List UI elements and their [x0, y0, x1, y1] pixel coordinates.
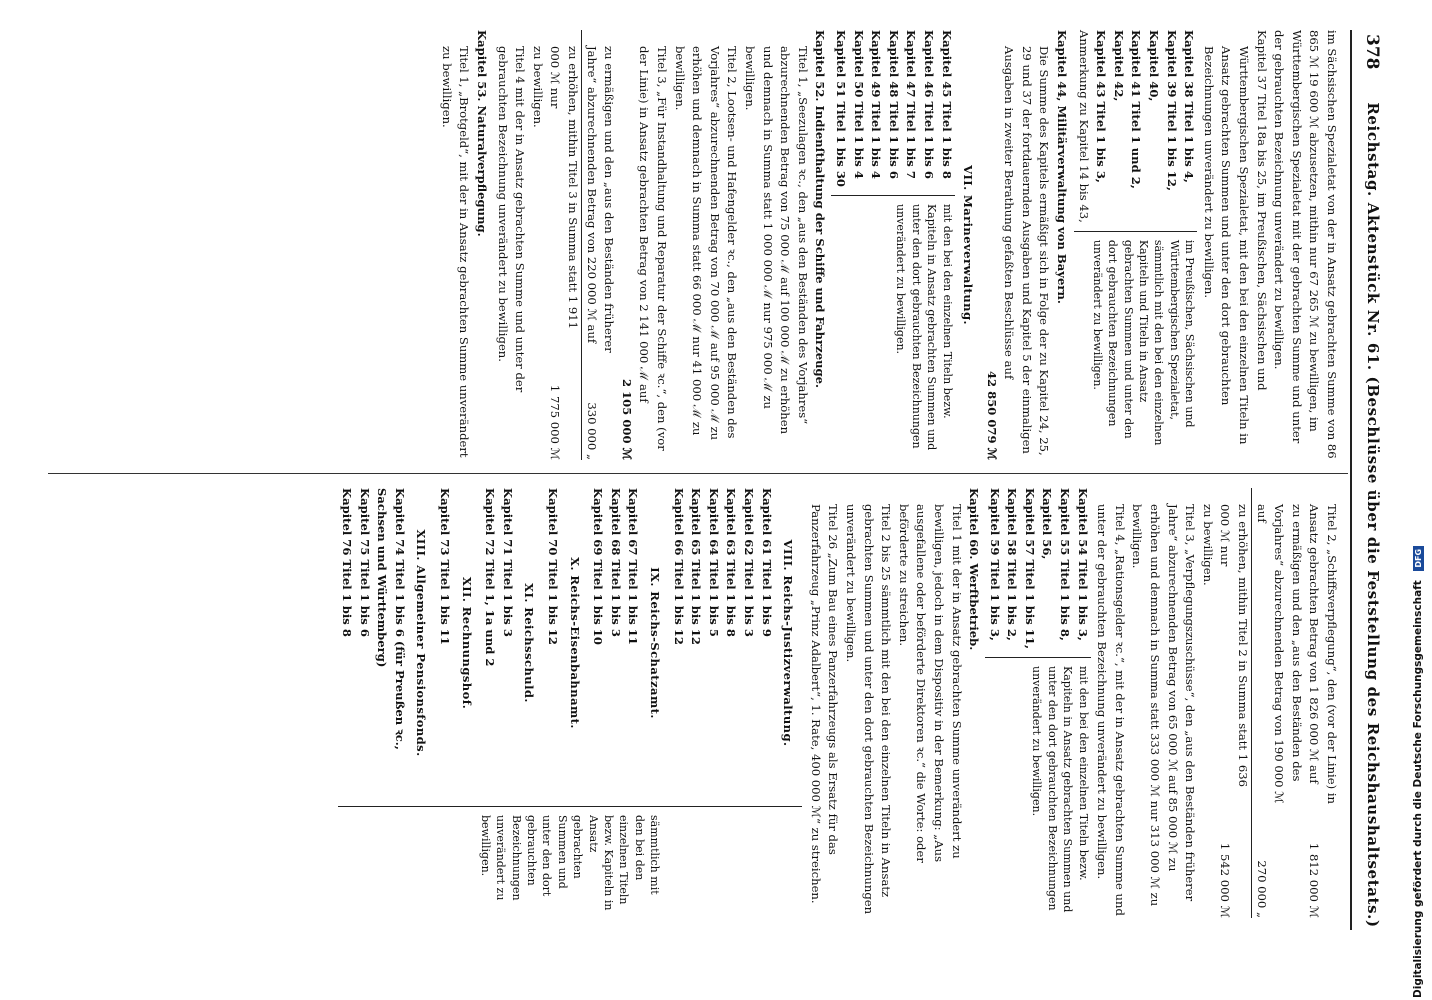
list-item: Kapitel 39 Titel 1 bis 12, [1164, 30, 1179, 191]
list-item: Kapitel 54 Titel 1 bis 3, [1075, 488, 1090, 641]
dfg-logo-icon: DFG [1413, 546, 1424, 571]
kapitel-44-heading: Kapitel 44, Militärverwaltung von Bayern. [1055, 30, 1070, 304]
brace-group-kapitel-54-59 [985, 488, 1091, 918]
amount-line [1305, 488, 1340, 918]
kapitel-52-heading: Kapitel 52. Indienſthaltung der Schiffe und Fahrzeuge. [813, 30, 828, 389]
section-heading: XIII. Allgemeiner Pensionsfonds. [414, 529, 429, 757]
page-number: 378 [1362, 34, 1382, 70]
list-item: Kapitel 58 Titel 1 bis 2, [1005, 488, 1020, 641]
list-item: Kapitel 46 Titel 1 bis 6 [921, 30, 936, 179]
amount: 270 000 „ [1254, 860, 1269, 918]
brace-text: sämmtlich mit den bei den einzelnen Titeln bezw. Kapiteln in Ansatz gebrachten Summen und unter den dort gebrauchten Bezeichnungen unverändert zu bewilligen. [478, 815, 662, 911]
list-item: Kapitel 72 Titel 1, 1a und 2 [483, 488, 498, 667]
paragraph: Titel 1, „Seezulagen ꝛc., den „aus den Beständen des Vorjahres“ abzurechnenden Betrag von 75 000 ℳ auf 100 000 ℳ zu erhöhen und demnach in Summa statt 1 000 000 ℳ nur 975 000 ℳ zu bewilligen. [743, 46, 810, 435]
amount: 42 850 079 ℳ [984, 370, 999, 460]
list-item: Kapitel 68 Titel 1 bis 3 [608, 488, 623, 637]
list-item: Kapitel 61 Titel 1 bis 9 [759, 488, 774, 637]
list-item: Anmerkung zu Kapitel 14 bis 43, [1076, 30, 1091, 223]
paragraph: zu bewilligen. [530, 46, 545, 128]
list-item: Kapitel 48 Titel 1 bis 6 [886, 30, 901, 179]
list-item: Kapitel 76 Titel 1 bis 8 [340, 488, 355, 637]
list-item: Kapitel 38 Titel 1 bis 4, [1182, 30, 1197, 183]
paragraph: Titel 3, „Für Instandhaltung und Reparatur der Schiffe ꝛc.“, den (vor der Linie) in Ansatz gebrachten Betrag von 2 141 000 ℳ auf [637, 46, 670, 451]
brace-text: mit den bei den einzelnen Titeln bezw. Kapiteln in Ansatz gebrachten Summen und unter den dort gebrauchten Bezeichnungen unverändert zu bewilligen. [1030, 666, 1090, 913]
list-item: Kapitel 42, [1111, 30, 1126, 102]
kapitel-60-heading: Kapitel 60. Werftbetrieb. [967, 488, 982, 651]
brace-left-list [1074, 30, 1197, 232]
amount: 1 812 000 ℳ [1307, 842, 1322, 918]
list-item: Kapitel 71 Titel 1 bis 3 [500, 488, 515, 637]
brace-left-list [985, 488, 1091, 658]
paragraph: Titel 26 „Zum Bau eines Panzerfahrzeugs als Ersatz für das Panzerfahrzeug „Prinz Adalbert“, 1. Rate, 400 000 ℳ“ zu streichen. [808, 504, 841, 904]
amount: 1 775 000 ℳ [548, 384, 563, 460]
brace-left-list [831, 30, 954, 196]
paragraph: Titel 4 mit der in Ansatz gebrachten Summe und unter der gebrauchten Bezeichnung unverändert zu bewilligen. [495, 46, 528, 393]
paragraph: Titel 4, „Rationsgelder ꝛc.“, mit der in Ansatz gebrachten Summe und unter der gebrauchten Bezeichnung unverändert zu bewilligen. [1095, 504, 1127, 916]
amount-line [1252, 488, 1305, 918]
amount: 2 105 000 ℳ [619, 379, 634, 460]
paragraph: Titel 1, „Brotgeld“, mit der in Ansatz gebrachten Summe unverändert zu bewilligen. [439, 46, 472, 458]
paragraph: Titel 2, „Schiffsverpflegung“, den (vor der Linie) in Ansatz gebrachten Betrag von 1 826 000 ℳ auf [1307, 504, 1339, 804]
brace-group-kapitel-61-76 [338, 488, 803, 918]
brace-text: mit den bei den einzelnen Titeln bezw. Kapiteln in Ansatz gebrachten Summen und unter den dort gebrauchten Bezeichnungen unverändert zu bewilligen. [894, 203, 954, 451]
list-item: Kapitel 56, [1040, 488, 1055, 560]
list-item: Kapitel 41 Titel 1 und 2, [1129, 30, 1144, 189]
document-page [30, 30, 1392, 930]
list-item: Kapitel 51 Titel 1 bis 30 [833, 30, 848, 187]
paragraph: Titel 3, „Verpflegungszuschüsse“, den „aus den Beständen früherer Jahre“ abzurechnenden Betrag von 65 000 ℳ auf 85 000 ℳ zu erhöhen und demnach in Summa statt 333 000 ℳ nur 313 000 ℳ zu bewilligen. [1130, 504, 1198, 907]
digitization-sidebar [1408, 0, 1432, 1000]
brace-group-kapitel-38-43 [1074, 30, 1197, 460]
paragraph: zu erhöhen, mithin Titel 2 in Summa statt 1 636 000 ℳ nur [1218, 504, 1251, 787]
amount-line [546, 30, 582, 460]
credit-text: Digitalisierung gefördert durch die Deutsche Forschungsgemeinschaft [1412, 580, 1424, 998]
paragraph: Titel 2, Lootsen- und Hafengelder ꝛc., den „aus den Beständen des Vorjahres“ abzurechnenden Betrag von 70 000 ℳ auf 95 000 ℳ zu erhöhen und demnach in Summa statt 66 000 ℳ nur 41 000 ℳ zu bewilligen. [672, 46, 740, 441]
list-item: Kapitel 47 Titel 1 bis 7 [904, 30, 919, 179]
kapitel-37: Kapitel 37 Titel 18a bis 25, im Preußischen, Sächsischen und Württembergischen Spezialetat, mit den bei den einzelnen Titeln in Ansatz gebrachten Summen und unter den dort gebrauchten Bezeichnungen unverändert zu bewilligen. [1201, 30, 1269, 445]
section-heading: XI. Reichsschuld. [522, 583, 537, 703]
list-item: Kapitel 62 Titel 1 bis 3 [742, 488, 756, 637]
list-item: Kapitel 45 Titel 1 bis 8 [939, 30, 954, 179]
list-item: Kapitel 64 Titel 1 bis 5 [706, 488, 721, 637]
brace-group-kapitel-45-51 [831, 30, 954, 460]
paragraph: Titel 2 bis 25 sämmtlich mit den bei den einzelnen Titeln in Ansatz gebrachten Summen und unter den dort gebrauchten Bezeichnungen unverändert zu bewilligen. [843, 504, 894, 915]
paragraph: im Sächsischen Spezialetat von der in Ansatz gebrachten Summe von 86 865 ℳ 19 600 ℳ abzusetzen, mithin nur 67 265 ℳ zu bewilligen, im Württembergischen Spezialetat mit der gebrachten Summe und unter der gebrauchten Bezeichnung unverändert zu bewilligen. [1272, 30, 1339, 459]
list-item: Kapitel 69 Titel 1 bis 10 [591, 488, 606, 645]
brace-left-list [338, 488, 803, 807]
list-item: Kapitel 49 Titel 1 bis 4 [869, 30, 884, 179]
section-heading: VII. Marineverwaltung. [961, 165, 976, 325]
paragraph: zu erhöhen, mithin Titel 3 in Summa statt 1 911 000 ℳ nur [548, 46, 581, 329]
section-heading: VIII. Reichs-Justizverwaltung. [781, 539, 796, 747]
section-heading: IX. Reichs-Schatzamt. [648, 567, 663, 719]
list-item: Kapitel 40, [1147, 30, 1162, 102]
running-head [1350, 30, 1392, 930]
list-item: Kapitel 59 Titel 1 bis 3, [987, 488, 1002, 641]
list-item: Kapitel 65 Titel 1 bis 12 [689, 488, 704, 645]
list-item: Kapitel 57 Titel 1 bis 11, [1022, 488, 1037, 649]
list-item: Kapitel 67 Titel 1 bis 11 [626, 488, 641, 645]
paragraph: Die Summe des Kapitels ermäßigt sich in Folge der zu Kapitel 24, 25, 29 und 37 der fortdauernden Ausgaben und Kapitel 5 der einmaligen Ausgaben in zweiter Berathung gefaßten Beschlüsse auf [1002, 46, 1052, 456]
list-item: Kapitel 75 Titel 1 bis 6 [357, 488, 372, 637]
paragraph: zu ermäßigen und den „aus den Beständen des Vorjahres“ abzurechnenden Betrag von 190 000 ℳ auf [1254, 504, 1304, 804]
paragraph: zu bewilligen. [1200, 504, 1215, 586]
list-item: Kapitel 43 Titel 1 bis 3, [1094, 30, 1109, 183]
list-item: Kapitel 63 Titel 1 bis 8 [724, 488, 739, 637]
digitization-credit [1412, 546, 1424, 998]
amount: 1 542 000 ℳ [1218, 842, 1233, 918]
brace-text: im Preußischen, Sächsischen und Württembergischen Spezialetat, sämmtlich mit den bei den einzelnen Kapiteln und Titeln in Ansatz gebrachten Summen und unter den dort gebrauchten Bezeichnungen unverändert zu bewilligen. [1090, 239, 1197, 446]
list-item: Kapitel 55 Titel 1 bis 8, [1058, 488, 1073, 641]
column-divider [48, 473, 1348, 474]
kapitel-53-heading: Kapitel 53. Naturalverpflegung. [475, 30, 490, 237]
list-item: Kapitel 50 Titel 1 bis 4 [851, 30, 866, 179]
list-item: Kapitel 74 Titel 1 bis 6 (für Preußen ꝛc., Sachsen und Württemberg) [375, 488, 407, 750]
list-item: Kapitel 70 Titel 1 bis 12 [546, 488, 561, 645]
list-item: Kapitel 66 Titel 1 bis 12 [671, 488, 686, 645]
amount-line [1216, 488, 1252, 918]
section-heading: XII. Rechnungshof. [459, 576, 474, 710]
section-heading: X. Reichs-Eisenbahnamt. [567, 557, 582, 729]
right-column [338, 488, 1340, 918]
amount-line [582, 30, 617, 460]
paragraph: Titel 1 mit der in Ansatz gebrachten Summe unverändert zu bewilligen, jedoch in dem Dispositiv in der Bemerkung: „Aus ausgefallene oder beförderte Direktoren ꝛc.“ die Worte: oder beförderte zu streichen. [896, 504, 964, 863]
list-item: Kapitel 73 Titel 1 bis 11 [438, 488, 453, 645]
paragraph: zu ermäßigen und den „aus den Beständen früherer Jahre“ abzurechnenden Betrag von 220 000 ℳ auf [584, 46, 617, 353]
page-title: Reichstag. Aktenstück Nr. 61. (Beschlüsse über die Feststellung des Reichshaushaltsetats.) [1364, 102, 1382, 928]
amount: 330 000 „ [584, 402, 599, 460]
left-column [437, 30, 1340, 460]
